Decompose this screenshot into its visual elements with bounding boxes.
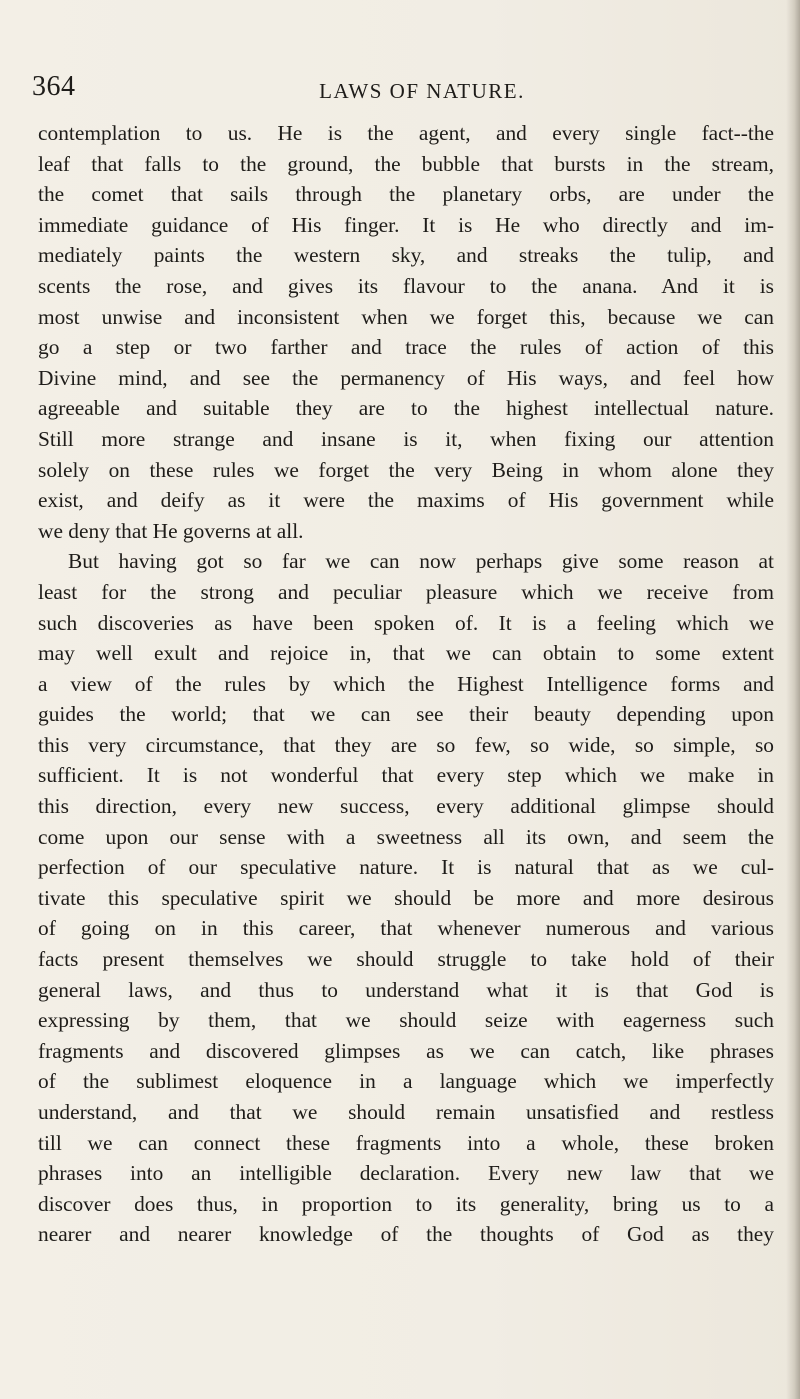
page-number: 364 bbox=[32, 71, 76, 102]
text-line: contemplation to us. He is the agent, and every single fact--the bbox=[38, 121, 774, 145]
text-line: facts present themselves we should struggle to take hold of their bbox=[38, 947, 774, 972]
text-line: scents the rose, and gives its flavour to the anana. And it is bbox=[38, 273, 774, 298]
text-line: this very circumstance, that they are so few, so wide, so simple, so bbox=[38, 732, 774, 757]
running-title bbox=[0, 78, 800, 104]
text-line: Divine mind, and see the permanency of His ways, and feel how bbox=[38, 365, 774, 390]
text-line: of going on in this career, that whenever numerous and various bbox=[38, 916, 774, 941]
text-line: fragments and discovered glimpses as we can catch, like phrases bbox=[38, 1038, 774, 1063]
text-line: general laws, and thus to understand what it is that God is bbox=[38, 977, 774, 1002]
text-line: this direction, every new success, every additional glimpse should bbox=[38, 794, 774, 819]
text-line: solely on these rules we forget the very Being in whom alone they bbox=[38, 457, 774, 482]
text-line: least for the strong and peculiar pleasure which we receive from bbox=[38, 579, 774, 604]
text-line: sufficient. It is not wonderful that every step which we make in bbox=[38, 763, 774, 788]
text-line: tivate this speculative spirit we should be more and more desirous bbox=[38, 885, 774, 910]
text-line: phrases into an intelligible declaration. Every new law that we bbox=[38, 1161, 774, 1186]
text-line: most unwise and inconsistent when we forget this, because we can bbox=[38, 304, 774, 329]
text-line: discover does thus, in proportion to its generality, bring us to a bbox=[38, 1191, 774, 1216]
body-text bbox=[38, 118, 774, 1250]
text-line: of the sublimest eloquence in a language which we imperfectly bbox=[38, 1069, 774, 1094]
text-line: leaf that falls to the ground, the bubble that bursts in the stream, bbox=[38, 151, 774, 176]
text-line: guides the world; that we can see their beauty depending upon bbox=[38, 702, 774, 727]
paragraph-first-line: But having got so far we can now perhaps give some reason at bbox=[68, 549, 774, 574]
text-line: agreeable and suitable they are to the highest intellectual nature. bbox=[38, 396, 774, 421]
paragraph-last-line: we deny that He governs at all. bbox=[38, 518, 304, 543]
text-line: exist, and deify as it were the maxims of His government while bbox=[38, 488, 774, 513]
text-line: immediate guidance of His finger. It is He who directly and im- bbox=[38, 212, 774, 237]
text-line: a view of the rules by which the Highest Intelligence forms and bbox=[38, 671, 774, 696]
text-line: come upon our sense with a sweetness all its own, and seem the bbox=[38, 824, 774, 849]
text-line: perfection of our speculative nature. It is natural that as we cul- bbox=[38, 855, 774, 880]
running-title-text: LAWS OF NATURE. bbox=[319, 79, 525, 103]
text-line: mediately paints the western sky, and streaks the tulip, and bbox=[38, 243, 774, 268]
page-edge-shadow bbox=[786, 0, 800, 1399]
text-line: understand, and that we should remain unsatisfied and restless bbox=[38, 1100, 774, 1124]
text-line: the comet that sails through the planetary orbs, are under the bbox=[38, 182, 774, 207]
text-line: go a step or two farther and trace the rules of action of this bbox=[38, 335, 774, 360]
text-line: may well exult and rejoice in, that we can obtain to some extent bbox=[38, 641, 774, 666]
text-line: Still more strange and insane is it, when fixing our attention bbox=[38, 426, 774, 451]
text-line: expressing by them, that we should seize with eagerness such bbox=[38, 1008, 774, 1033]
text-line: nearer and nearer knowledge of the thoughts of God as they bbox=[38, 1222, 774, 1247]
text-line: such discoveries as have been spoken of. It is a feeling which we bbox=[38, 610, 774, 635]
text-line: till we can connect these fragments into a whole, these broken bbox=[38, 1130, 774, 1155]
